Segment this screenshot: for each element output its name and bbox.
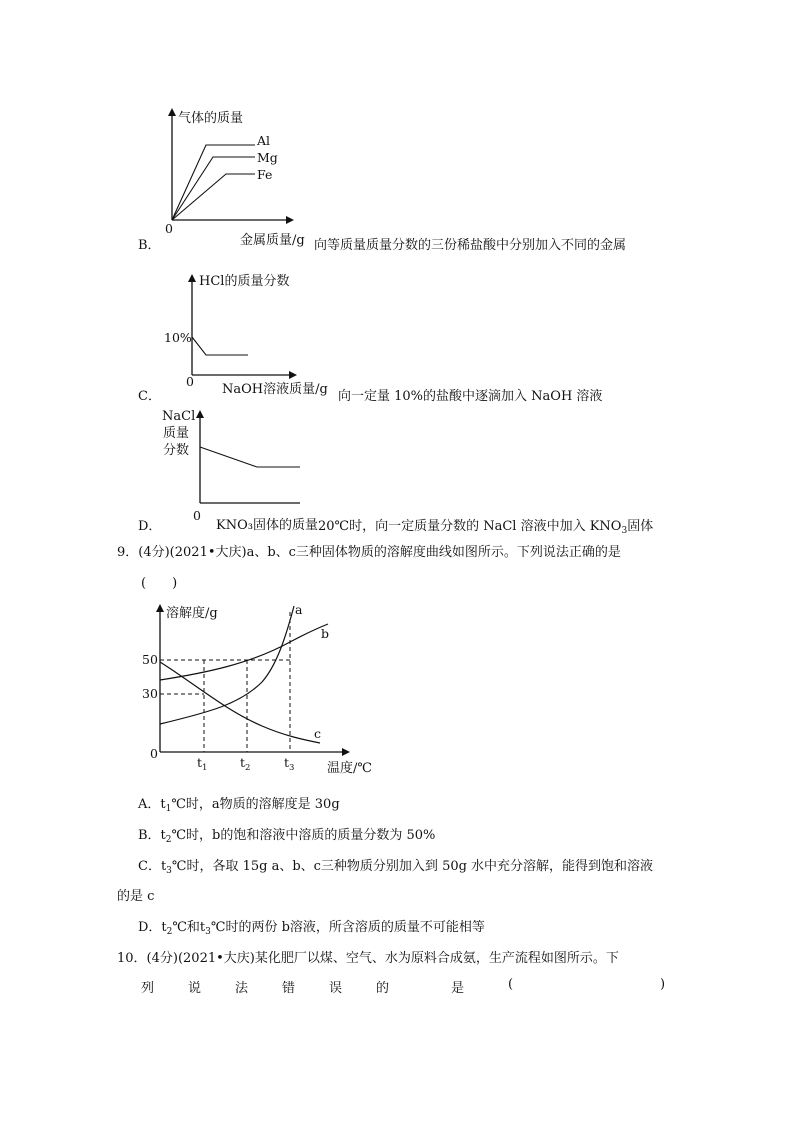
q9-curve-b [160,624,328,680]
q10-char-6: 的 [376,981,390,996]
q9-x-tick-t1: $t_1$ [197,755,208,773]
graph-c-origin: 0 [186,374,194,389]
graph-c-start-value: 10% [164,330,192,345]
option-b-letter: B． [138,238,161,253]
graph-c-y-label: HCl的质量分数 [199,274,290,289]
q10-char-3: 法 [235,981,249,996]
graph-b-label-fe: Fe [257,167,273,182]
option-c-letter: C． [138,389,161,404]
q9-curve-c [160,662,320,743]
q10-char-7: 是 [451,981,465,996]
q9-option-b: B．$t_2℃$时，b的饱和溶液中溶质的质量分数为 50% [138,828,436,845]
q9-curve-label-b: b [321,626,330,641]
q9-y-tick-30: 30 [142,686,158,701]
option-d-letter: D． [138,519,162,534]
graph-d-x-label: KNO₃固体的质量 [216,518,318,533]
q9-y-label: 溶解度/g [166,606,218,621]
q9-option-c: C．$t_3℃$时，各取 15g a、b、c三种物质分别加入到 50g 水中充分溶解，能得到饱和溶液 [138,859,654,876]
q10-paren-open: ( [508,977,514,992]
graph-b-label-al: Al [257,133,271,148]
option-b-caption: 向等质量质量分数的三份稀盐酸中分别加入不同的金属 [314,238,627,253]
q10-char-2: 说 [188,981,202,996]
graph-d-y-label-2: 质量 [163,426,190,441]
option-d-caption: 20℃时，向一定质量分数的 NaCl 溶液中加入 $KNO_3$固体 [318,519,654,536]
graph-d-y-label-3: 分数 [163,443,190,458]
graph-d-y-label-1: NaCl [162,409,196,424]
graph-b-y-label: 气体的质量 [178,111,244,126]
q9-x-label: 温度/℃ [327,761,372,776]
q10-paren-close: ) [660,977,666,992]
graph-d-origin: 0 [193,508,201,523]
q10-stem: 10．(4分)(2021•大庆)某化肥厂以煤、空气、水为原料合成氨，生产流程如图所示。下 [117,951,619,966]
q9-option-d: D．$t_2℃$和$t_3℃$时的两份 b溶液，所含溶质的质量不可能相等 [138,920,485,937]
q9-curve-label-a: a [295,602,303,617]
q9-stem: 9．(4分)(2021•大庆)a、b、c三种固体物质的溶解度曲线如图所示。下列说法正确的是 [117,545,621,560]
q9-curve-a [160,606,294,724]
q9-option-c-line2: 的是 c [117,889,155,904]
graph-b-label-mg: Mg [257,150,278,165]
q9-y-tick-50: 50 [142,652,158,667]
q9-origin: 0 [150,746,158,761]
graph-c-x-label: NaOH溶液质量/g [222,382,328,397]
graph-b-origin: 0 [165,221,173,236]
option-c-caption: 向一定量 10%的盐酸中逐滴加入 NaOH 溶液 [338,389,603,404]
q10-char-4: 错 [282,981,296,996]
q9-x-tick-t2: $t_2$ [240,755,251,773]
q10-char-1: 列 [141,981,155,996]
q10-char-5: 误 [329,981,343,996]
q9-option-a: A．$t_1℃$时，a物质的溶解度是 30g [138,797,340,814]
q9-paren: ( ) [141,576,178,591]
q9-curve-label-c: c [314,726,322,741]
graph-b-x-label: 金属质量/g [240,233,305,248]
q9-x-tick-t3: $t_3$ [284,755,295,773]
